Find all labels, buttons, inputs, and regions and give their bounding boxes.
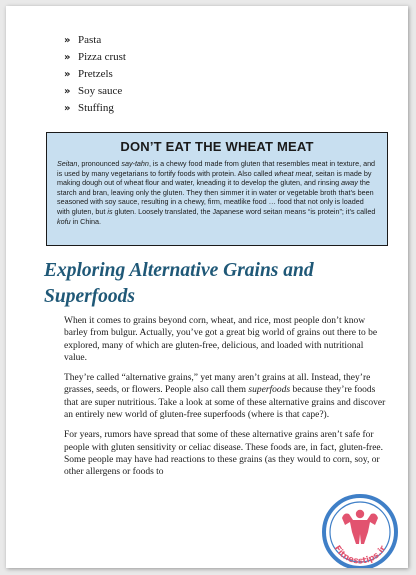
paragraph: For years, rumors have spread that some of these alternative grains aren’t safe for people with gluten sensitivity or celiac disease. These foods are, in fact, gluten-free. Some people may have had reactions to these grains (as they would to corn, soy, or other allergens or foods to [64,430,384,478]
list-item: » Stuffing [64,100,126,117]
bullet-icon: » [64,35,71,46]
sidebar-text: Seitan, pronounced say-tahn, is a chewy food made from gluten that resembles meat in texture, and is used by many vegetarians to fortify foods with protein. Also called wheat meat, seitan is made by making dough out of wheat flour and water, kneading it to develop the gluten, and rinsing away the starch and bran, leaving only the gluten. They then simmer it in water or vegetable broth that’s been seasoned with soy sauce, resulting in a chewy, firm, meatlike food … food that not only is loaded with gluten, but is gluten. Loosely translated, the Japanese word seitan means “is protein”; it’s called kofu in China. [57,159,376,226]
list-item: » Soy sauce [64,83,126,100]
gluten-foods-list [64,32,126,117]
bullet-icon: » [64,52,71,63]
bullet-icon: » [64,103,71,114]
bullet-icon: » [64,69,71,80]
wheat-meat-sidebar [46,132,388,246]
bullet-icon: » [64,86,71,97]
svg-text:Fitnesstips.ir: Fitnesstips.ir [331,543,389,567]
paragraph: When it comes to grains beyond corn, wheat, and rice, most people don’t know barley from bulgur. Actually, you’ve got a great big world of grains out there to be explored, many of which are gluten-free, delicious, and loaded with nutritional value. [64,316,378,363]
list-item: » Pretzels [64,66,126,83]
list-item: » Pizza crust [64,49,126,66]
paragraph: They’re called “alternative grains,” yet many aren’t grains at all. Instead, they’re grasses, seeds, or flowers. People also call them superfoods because they’re foods that are super nutritious. Take a look at some of these alternative grains and discover an entirely new world of gluten-free superfoods (where is that cape?). [64,373,386,421]
fitnesstips-logo-icon [320,492,400,568]
book-page [6,6,408,568]
body-text [64,315,386,487]
section-heading: Exploring Alternative Grains and Superfoods [44,260,314,307]
sidebar-title: DON’T EAT THE WHEAT MEAT [120,139,314,154]
list-item: » Pasta [64,32,126,49]
